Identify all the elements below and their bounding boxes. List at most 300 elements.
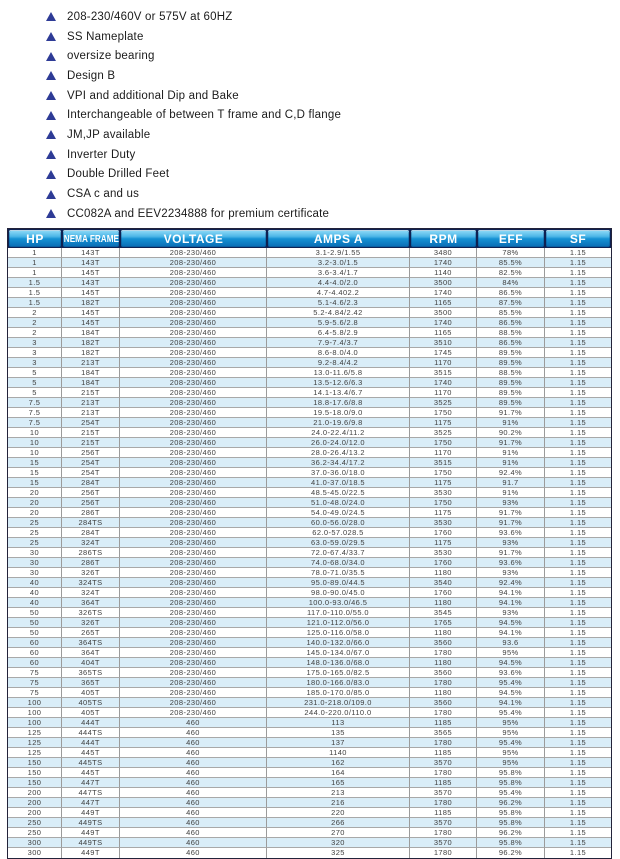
table-cell: 150: [8, 768, 62, 778]
table-cell: 95.4%: [477, 678, 545, 688]
table-row: [8, 568, 611, 578]
table-cell: 1.15: [545, 278, 611, 288]
table-cell: 93%: [477, 568, 545, 578]
table-row: [8, 418, 611, 428]
table-cell: 7.5: [8, 398, 62, 408]
table-cell: 266: [267, 818, 410, 828]
table-cell: 1.15: [545, 558, 611, 568]
feature-item: [46, 184, 341, 204]
table-cell: 208-230/460: [120, 648, 267, 658]
table-row: [8, 328, 611, 338]
table-cell: 91.7%: [477, 408, 545, 418]
table-cell: 444TS: [62, 728, 120, 738]
feature-text: VPI and additional Dip and Bake: [67, 89, 239, 102]
table-cell: 3565: [410, 728, 477, 738]
table-row: [8, 518, 611, 528]
table-cell: 1780: [410, 828, 477, 838]
table-cell: 1.15: [545, 458, 611, 468]
column-header-eff: [478, 230, 544, 247]
table-cell: 1740: [410, 378, 477, 388]
table-cell: 2: [8, 328, 62, 338]
table-cell: 447T: [62, 778, 120, 788]
table-row: [8, 628, 611, 638]
table-cell: 1740: [410, 318, 477, 328]
table-row: [8, 718, 611, 728]
table-cell: 208-230/460: [120, 658, 267, 668]
table-cell: 1780: [410, 708, 477, 718]
table-cell: 94.5%: [477, 688, 545, 698]
feature-item: [46, 7, 341, 27]
table-cell: 208-230/460: [120, 528, 267, 538]
table-row: [8, 818, 611, 828]
table-cell: 1.15: [545, 248, 611, 258]
table-cell: 3525: [410, 398, 477, 408]
table-row: [8, 388, 611, 398]
table-cell: 1.15: [545, 498, 611, 508]
table-cell: 284TS: [62, 518, 120, 528]
table-cell: 1.15: [545, 688, 611, 698]
table-cell: 20: [8, 488, 62, 498]
table-cell: 3: [8, 348, 62, 358]
table-cell: 213T: [62, 408, 120, 418]
table-cell: 256T: [62, 498, 120, 508]
table-cell: 208-230/460: [120, 578, 267, 588]
column-header-label: NEMA FRAME: [63, 232, 119, 245]
table-cell: 1.15: [545, 398, 611, 408]
table-cell: 3510: [410, 338, 477, 348]
table-cell: 93.6: [477, 638, 545, 648]
table-cell: 1.15: [545, 358, 611, 368]
table-cell: 200: [8, 788, 62, 798]
table-cell: 365T: [62, 678, 120, 688]
table-cell: 208-230/460: [120, 558, 267, 568]
table-cell: 270: [267, 828, 410, 838]
table-cell: 3.1-2.9/1.55: [267, 248, 410, 258]
table-cell: 1.5: [8, 298, 62, 308]
table-cell: 460: [120, 778, 267, 788]
table-cell: 460: [120, 798, 267, 808]
table-cell: 320: [267, 838, 410, 848]
table-cell: 208-230/460: [120, 348, 267, 358]
table-cell: 1.15: [545, 288, 611, 298]
table-cell: 95.8%: [477, 808, 545, 818]
feature-item: [46, 86, 341, 106]
table-cell: 1.15: [569, 848, 587, 858]
table-cell: 1140: [410, 268, 477, 278]
table-cell: 1.15: [545, 568, 611, 578]
table-cell: 88.5%: [477, 328, 545, 338]
table-cell: 208-230/460: [120, 628, 267, 638]
table-cell: 145T: [62, 318, 120, 328]
table-cell: 94.1%: [477, 698, 545, 708]
column-header-label: AMPS A: [313, 231, 364, 246]
table-cell: 3515: [410, 368, 477, 378]
table-cell: 3530: [410, 488, 477, 498]
table-cell: 1.15: [545, 608, 611, 618]
table-cell: 135: [267, 728, 410, 738]
table-row: [8, 508, 611, 518]
table-cell: 1.15: [545, 418, 611, 428]
table-cell: 28.0-26.4/13.2: [267, 448, 410, 458]
table-cell: 7.9-7.4/3.7: [267, 338, 410, 348]
table-cell: 1165: [410, 328, 477, 338]
table-cell: 460: [120, 748, 267, 758]
table-cell: 1180: [410, 568, 477, 578]
table-cell: 93.6%: [477, 558, 545, 568]
table-cell: 213: [267, 788, 410, 798]
table-cell: 1.15: [545, 268, 611, 278]
table-cell: 143T: [62, 278, 120, 288]
table-cell: 121.0-112.0/56.0: [267, 618, 410, 628]
table-cell: 324T: [62, 588, 120, 598]
table-row: [8, 648, 611, 658]
table-cell: 86.5%: [477, 338, 545, 348]
table-cell: 89.5%: [477, 398, 545, 408]
table-row: [8, 398, 611, 408]
motor-spec-table: [7, 228, 612, 859]
table-cell: 1175: [410, 418, 477, 428]
table-cell: 40: [8, 588, 62, 598]
table-cell: 1.15: [545, 758, 611, 768]
table-cell: 1170: [410, 388, 477, 398]
table-cell: 1.15: [545, 828, 611, 838]
table-cell: 208-230/460: [120, 358, 267, 368]
table-cell: 460: [120, 818, 267, 828]
table-cell: 50: [8, 608, 62, 618]
table-cell: 1745: [410, 348, 477, 358]
table-cell: 326TS: [62, 608, 120, 618]
table-cell: 208-230/460: [120, 468, 267, 478]
table-row: [8, 678, 611, 688]
table-cell: 216: [267, 798, 410, 808]
table-row: [8, 558, 611, 568]
column-header-amps-a: [268, 230, 409, 247]
table-cell: 93.6%: [477, 668, 545, 678]
table-cell: 447T: [62, 798, 120, 808]
table-cell: 95%: [477, 748, 545, 758]
table-cell: 208-230/460: [120, 378, 267, 388]
table-row: [8, 548, 611, 558]
table-cell: 449T: [62, 828, 120, 838]
table-cell: 14.1-13.4/6.7: [267, 388, 410, 398]
table-cell: 25: [8, 528, 62, 538]
table-cell: 95%: [477, 648, 545, 658]
table-cell: 460: [120, 848, 267, 858]
table-cell: 1140: [267, 748, 410, 758]
table-cell: 445TS: [62, 758, 120, 768]
table-cell: 1.15: [545, 618, 611, 628]
table-cell: 3480: [410, 248, 477, 258]
table-cell: 256T: [62, 488, 120, 498]
table-cell: 1.15: [545, 408, 611, 418]
table-cell: 1780: [410, 678, 477, 688]
table-cell: 82.5%: [477, 268, 545, 278]
feature-item: [46, 125, 341, 145]
table-cell: 1.15: [545, 628, 611, 638]
table-cell: 91%: [477, 418, 545, 428]
table-cell: 4.4-4.0/2.0: [267, 278, 410, 288]
table-cell: 1185: [410, 808, 477, 818]
table-cell: 100: [8, 698, 62, 708]
table-cell: 10: [8, 448, 62, 458]
table-cell: 91%: [477, 458, 545, 468]
column-header-label: SF: [569, 231, 587, 246]
table-cell: 1.5: [8, 278, 62, 288]
table-cell: 125.0-116.0/58.0: [267, 628, 410, 638]
table-cell: 5.9-5.6/2.8: [267, 318, 410, 328]
table-cell: 1.15: [545, 818, 611, 828]
table-cell: 213T: [62, 358, 120, 368]
table-cell: 208-230/460: [120, 478, 267, 488]
table-cell: 15: [8, 478, 62, 488]
table-cell: 208-230/460: [120, 428, 267, 438]
table-cell: 150: [8, 758, 62, 768]
table-cell: 1.15: [545, 328, 611, 338]
table-cell: 1765: [410, 618, 477, 628]
table-cell: 1.15: [545, 658, 611, 668]
table-cell: 1180: [410, 688, 477, 698]
table-cell: 208-230/460: [120, 308, 267, 318]
table-cell: 63.0-59.0/29.5: [267, 538, 410, 548]
table-cell: 89.5%: [477, 378, 545, 388]
table-cell: 145T: [62, 308, 120, 318]
table-cell: 125: [8, 748, 62, 758]
feature-text: Design B: [67, 69, 116, 82]
table-cell: 1.15: [545, 708, 611, 718]
table-cell: 1.15: [545, 788, 611, 798]
table-header-row: [8, 229, 611, 248]
table-cell: 1.15: [545, 738, 611, 748]
table-row: [8, 428, 611, 438]
table-row: [8, 828, 611, 838]
table-cell: 3560: [410, 698, 477, 708]
table-cell: 208-230/460: [120, 618, 267, 628]
table-cell: 182T: [62, 338, 120, 348]
table-row: [8, 658, 611, 668]
table-cell: 5: [8, 378, 62, 388]
table-cell: 15: [8, 458, 62, 468]
table-cell: 3570: [410, 788, 477, 798]
table-cell: 1.15: [545, 638, 611, 648]
table-row: [8, 408, 611, 418]
table-cell: 1.15: [545, 648, 611, 658]
table-cell: 1750: [410, 498, 477, 508]
table-cell: 208-230/460: [120, 638, 267, 648]
feature-text: oversize bearing: [67, 50, 155, 63]
column-header-voltage: [121, 230, 266, 247]
table-cell: 40: [8, 578, 62, 588]
table-cell: 94.5%: [477, 658, 545, 668]
table-cell: 91.7%: [477, 438, 545, 448]
feature-text: JM,JP available: [67, 128, 151, 141]
table-cell: 25: [8, 518, 62, 528]
table-cell: 93%: [477, 538, 545, 548]
table-cell: 208-230/460: [120, 498, 267, 508]
table-cell: 1740: [410, 288, 477, 298]
table-cell: 254T: [62, 468, 120, 478]
table-cell: 5.2-4.84/2.42: [267, 308, 410, 318]
triangle-bullet-icon: [46, 12, 56, 21]
table-cell: 6.4-5.8/2.9: [267, 328, 410, 338]
feature-text: Inverter Duty: [67, 148, 136, 161]
table-cell: 1780: [410, 738, 477, 748]
table-cell: 1.5: [8, 288, 62, 298]
table-cell: 20: [8, 498, 62, 508]
table-cell: 405T: [62, 688, 120, 698]
table-row: [8, 358, 611, 368]
table-cell: 460: [120, 828, 267, 838]
column-header-hp: [9, 230, 61, 247]
table-cell: 145.0-134.0/67.0: [267, 648, 410, 658]
table-cell: 91.7%: [477, 518, 545, 528]
table-row: [8, 258, 611, 268]
table-cell: 148.0-136.0/68.0: [267, 658, 410, 668]
table-cell: 1.15: [545, 388, 611, 398]
table-cell: 208-230/460: [120, 388, 267, 398]
table-cell: 48.5-45.0/22.5: [267, 488, 410, 498]
table-cell: 93%: [477, 608, 545, 618]
table-cell: 3570: [410, 758, 477, 768]
table-cell: 1.15: [545, 548, 611, 558]
table-cell: 1.15: [545, 338, 611, 348]
table-cell: 3560: [410, 668, 477, 678]
table-cell: 231.0-218.0/109.0: [267, 698, 410, 708]
table-cell: 4.7-4.402.2: [267, 288, 410, 298]
table-row: [8, 598, 611, 608]
table-cell: 1.15: [545, 478, 611, 488]
table-cell: 89.5%: [477, 388, 545, 398]
table-cell: 449TS: [62, 818, 120, 828]
table-row: [8, 318, 611, 328]
table-cell: 208-230/460: [120, 598, 267, 608]
table-cell: 91%: [477, 448, 545, 458]
table-cell: 95%: [477, 758, 545, 768]
feature-text: 208-230/460V or 575V at 60HZ: [67, 10, 233, 23]
table-cell: 208-230/460: [120, 418, 267, 428]
table-cell: 208-230/460: [120, 338, 267, 348]
table-cell: 1175: [410, 478, 477, 488]
table-cell: 1165: [410, 298, 477, 308]
table-cell: 117.0-110.0/55.0: [267, 608, 410, 618]
table-cell: 2: [8, 318, 62, 328]
table-cell: 145T: [62, 288, 120, 298]
table-cell: 324TS: [62, 578, 120, 588]
table-cell: 75: [8, 688, 62, 698]
table-cell: 36.2-34.4/17.2: [267, 458, 410, 468]
table-cell: 326T: [62, 568, 120, 578]
feature-text: Interchangeable of between T frame and C,D flange: [67, 109, 342, 122]
table-row: [8, 688, 611, 698]
table-cell: 324T: [62, 538, 120, 548]
table-cell: 208-230/460: [120, 298, 267, 308]
table-cell: 113: [267, 718, 410, 728]
table-row: [8, 478, 611, 488]
table-cell: 256T: [62, 448, 120, 458]
table-row: [8, 348, 611, 358]
features-list: [46, 7, 341, 224]
table-cell: 98.0-90.0/45.0: [267, 588, 410, 598]
table-cell: 184T: [62, 368, 120, 378]
table-cell: 1185: [410, 718, 477, 728]
table-row: [8, 578, 611, 588]
table-row: [8, 308, 611, 318]
table-cell: 1.15: [545, 488, 611, 498]
table-cell: 95.4%: [477, 708, 545, 718]
table-row: [8, 778, 611, 788]
table-cell: 182T: [62, 298, 120, 308]
table-cell: 143T: [62, 248, 120, 258]
table-cell: 208-230/460: [120, 438, 267, 448]
table-cell: 213T: [62, 398, 120, 408]
table-cell: 1.15: [545, 838, 611, 848]
table-cell: 3570: [410, 838, 477, 848]
table-cell: 86.5%: [477, 318, 545, 328]
table-cell: 325: [267, 848, 410, 858]
table-cell: 85.5%: [477, 258, 545, 268]
table-cell: 91.7: [477, 478, 545, 488]
table-cell: 143T: [62, 258, 120, 268]
table-cell: 7.5: [8, 418, 62, 428]
table-cell: 3560: [410, 638, 477, 648]
table-cell: 51.0-48.0/24.0: [267, 498, 410, 508]
table-cell: 1170: [410, 448, 477, 458]
table-cell: 286T: [62, 558, 120, 568]
table-cell: 444T: [62, 718, 120, 728]
table-cell: 1780: [410, 648, 477, 658]
table-row: [8, 498, 611, 508]
table-cell: 10: [8, 428, 62, 438]
table-cell: 1.15: [545, 508, 611, 518]
table-cell: 25: [8, 538, 62, 548]
table-cell: 92.4%: [477, 468, 545, 478]
table-cell: 95.4%: [477, 788, 545, 798]
table-cell: 365TS: [62, 668, 120, 678]
table-row: [8, 538, 611, 548]
table-row: [8, 368, 611, 378]
feature-item: [46, 105, 341, 125]
table-cell: 96.2%: [477, 828, 545, 838]
table-cell: 1.15: [545, 298, 611, 308]
table-cell: 208-230/460: [120, 408, 267, 418]
table-cell: 95.4%: [477, 738, 545, 748]
table-row: [8, 798, 611, 808]
table-cell: 1.15: [545, 258, 611, 268]
table-row: [8, 588, 611, 598]
table-cell: 5.1-4.6/2.3: [267, 298, 410, 308]
table-cell: 1180: [410, 598, 477, 608]
table-cell: 208-230/460: [120, 678, 267, 688]
table-row: [8, 788, 611, 798]
table-cell: 1175: [410, 538, 477, 548]
column-header-nema-frame: [63, 230, 119, 247]
triangle-bullet-icon: [46, 52, 56, 61]
table-cell: 3515: [410, 458, 477, 468]
table-cell: 208-230/460: [120, 508, 267, 518]
feature-text: CC082A and EEV2234888 for premium certificate: [67, 207, 330, 220]
table-cell: 208-230/460: [120, 708, 267, 718]
table-cell: 1.15: [545, 378, 611, 388]
table-cell: 250: [8, 818, 62, 828]
triangle-bullet-icon: [46, 130, 56, 139]
table-cell: 145T: [62, 268, 120, 278]
table-cell: 125: [8, 728, 62, 738]
table-row: [8, 338, 611, 348]
table-body: [8, 248, 611, 858]
table-cell: 30: [8, 568, 62, 578]
table-cell: 449T: [62, 808, 120, 818]
table-cell: 94.1%: [477, 628, 545, 638]
table-cell: 405T: [62, 708, 120, 718]
